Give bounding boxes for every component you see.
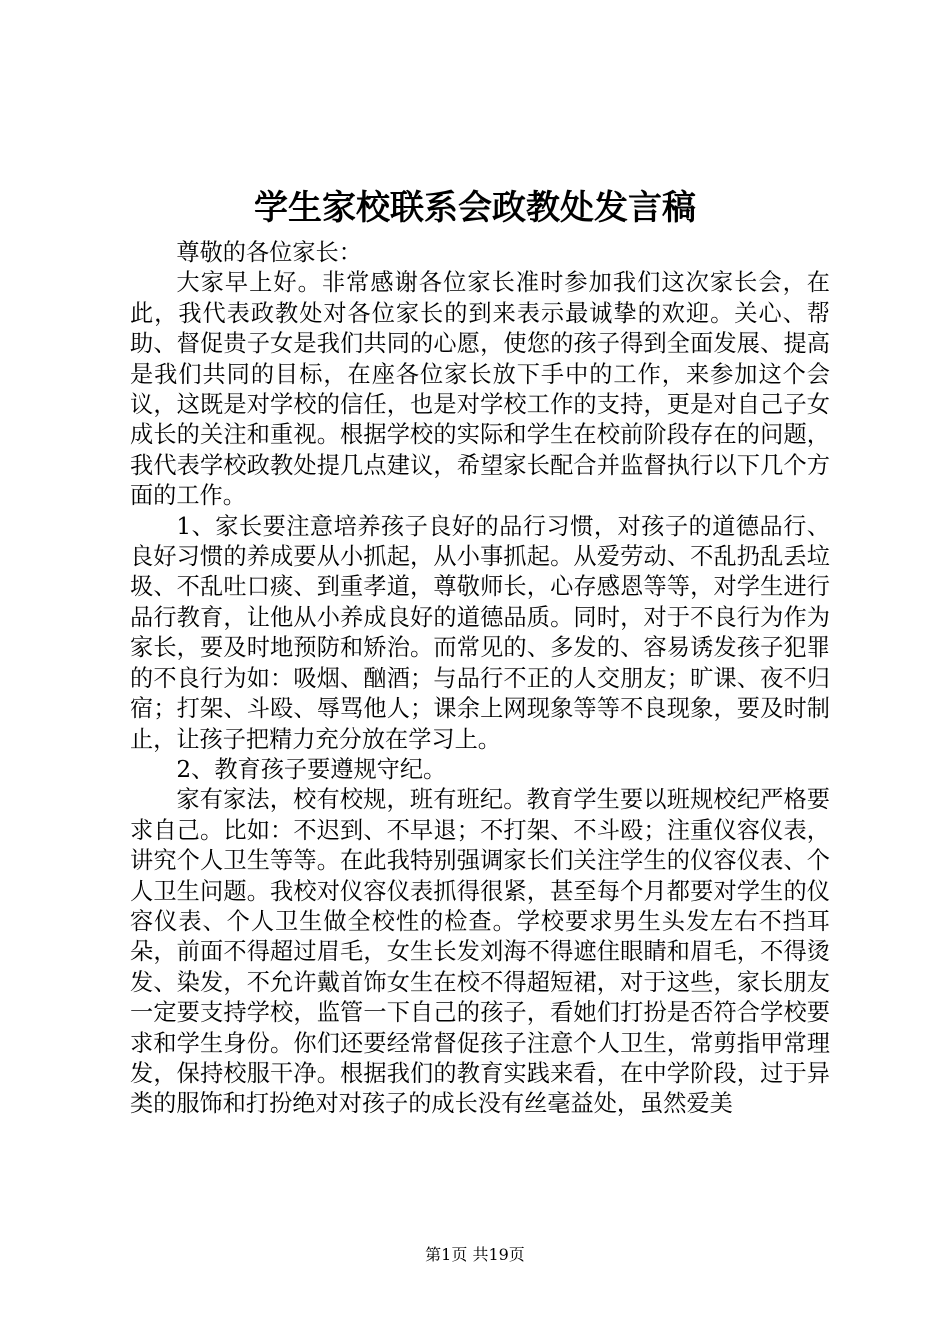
salutation-paragraph: 尊敬的各位家长：	[176, 239, 362, 266]
point-2-paragraph: 家有家法，校有校规，班有班纪。教育学生要以班规校纪严格要求自己。比如：不迟到、不早退；不打架、不斗殴；注重仪容仪表，讲究个人卫生等等。在此我特别强调家长们关注学生的仪容仪表、个人卫生问题。我校对仪容仪表抓得很紧，甚至每个月都要对学生的仪容仪表、个人卫生做全校性的检查。学校要求男生头发左右不挡耳朵，前面不得超过眉毛，女生长发刘海不得遮住眼睛和眉毛，不得烫发、染发，不允许戴首饰女生在校不得超短裙，对于这些，家长朋友一定要支持学校，监管一下自己的孩子，看她们打扮是否符合学校要求和学生身份。你们还要经常督促孩子注意个人卫生，常剪指甲常理发，保持校服干净。根据我们的教育实践来看，在中学阶段，过于异类的服饰和打扮绝对对孩子的成长没有丝毫益处，虽然爱美	[130, 786, 830, 1118]
point-2-heading: 2、教育孩子要遵规守纪。	[176, 755, 447, 783]
document-title: 学生家校联系会政教处发言稿	[254, 188, 696, 228]
document-body	[130, 238, 830, 1120]
page-number-footer: 第1页 共19页	[425, 1245, 525, 1264]
opening-paragraph: 大家早上好。非常感谢各位家长准时参加我们这次家长会，在此，我代表政教处对各位家长的到来表示最诚挚的欢迎。关心、帮助、督促贵子女是我们共同的心愿，使您的孩子得到全面发展、提高是我们共同的目标，在座各位家长放下手中的工作，来参加这个会议，这既是对学校的信任，也是对学校工作的支持，更是对自己子女成长的关注和重视。根据学校的实际和学生在校前阶段存在的问题，我代表学校政教处提几点建议，希望家长配合并监督执行以下几个方面的工作。	[130, 269, 830, 510]
point-1-paragraph: 1、家长要注意培养孩子良好的品行习惯，对孩子的道德品行、良好习惯的养成要从小抓起，从小事抓起。从爱劳动、不乱扔乱丢垃圾、不乱吐口痰、到重孝道，尊敬师长，心存感恩等等，对学生进行品行教育，让他从小养成良好的道德品质。同时，对于不良行为作为家长，要及时地预防和矫治。而常见的、多发的、容易诱发孩子犯罪的不良行为如：吸烟、酗酒；与品行不正的人交朋友；旷课、夜不归宿；打架、斗殴、辱骂他人；课余上网现象等等不良现象，要及时制止，让孩子把精力充分放在学习上。	[130, 512, 830, 753]
